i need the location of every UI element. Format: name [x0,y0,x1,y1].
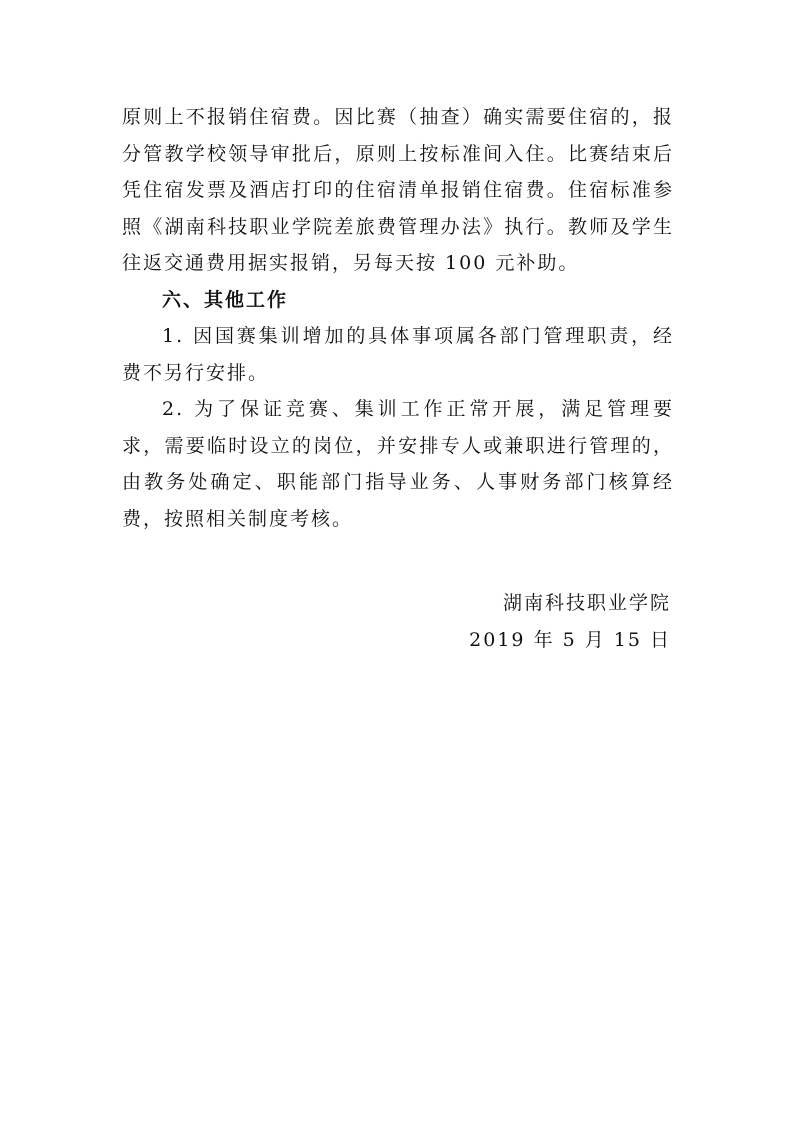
document-body [122,99,674,537]
section-heading: 六、其他工作 [162,288,289,311]
signature-block [469,585,671,658]
paragraph-continuation: 原则上不报销住宿费。因比赛（抽查）确实需要住宿的，报分管教学校领导审批后，原则上按标准间入住。比赛结束后凭住宿发票及酒店打印的住宿清单报销住宿费。住宿标准参照《湖南科技职业学院差旅费管理办法》执行。教师及学生往返交通费用据实报销，另每天按 100 元补助。 [122,106,674,274]
signature-organization: 湖南科技职业学院 [502,592,671,614]
list-item-2: 2. 为了保证竞赛、集训工作正常开展，满足管理要求，需要临时设立的岗位，并安排专人或兼职进行管理的，由教务处确定、职能部门指导业务、人事财务部门核算经费，按照相关制度考核。 [122,398,674,530]
signature-date: 2019 年 5 月 15 日 [469,628,671,651]
list-item-1: 1. 因国赛集训增加的具体事项属各部门管理职责，经费不另行安排。 [122,325,674,384]
